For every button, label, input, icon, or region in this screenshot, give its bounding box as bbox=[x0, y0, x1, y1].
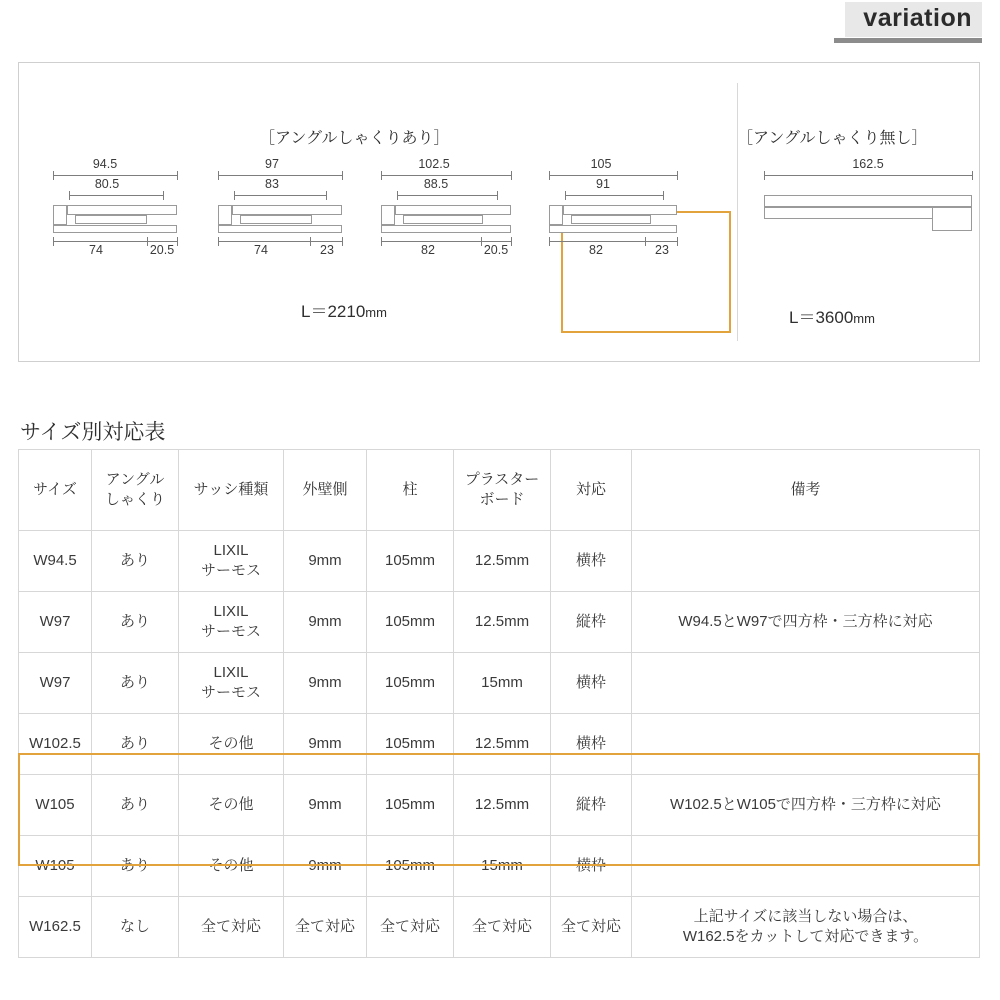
cell-taiou: 全て対応 bbox=[551, 897, 632, 958]
dim-tick bbox=[53, 171, 54, 180]
dim-tick bbox=[326, 191, 327, 200]
dim-tick bbox=[663, 191, 664, 200]
dim-line-bottom bbox=[53, 241, 177, 242]
cell-plaster: 15mm bbox=[454, 836, 551, 897]
dim-line-inner bbox=[397, 195, 497, 196]
dim-tick bbox=[677, 171, 678, 180]
cell-taiou: 縦枠 bbox=[551, 592, 632, 653]
cell-plaster: 12.5mm bbox=[454, 714, 551, 775]
table-title: サイズ別対応表 bbox=[20, 421, 166, 444]
cell-angle: なし bbox=[92, 897, 179, 958]
table-header bbox=[19, 450, 980, 531]
cell-size: W94.5 bbox=[19, 531, 92, 592]
dim-line-inner bbox=[69, 195, 163, 196]
dim-tick bbox=[549, 237, 550, 246]
table-row bbox=[19, 653, 980, 714]
dim-line-outer bbox=[764, 175, 972, 176]
column-header-angle-line1: アングル bbox=[105, 470, 165, 488]
cell-wall: 9mm bbox=[284, 653, 367, 714]
cell-plaster: 12.5mm bbox=[454, 531, 551, 592]
cell-plaster: 12.5mm bbox=[454, 775, 551, 836]
dim-line-inner bbox=[234, 195, 326, 196]
cell-bikou bbox=[632, 531, 980, 592]
dim-top-outer: 162.5 bbox=[852, 157, 884, 171]
cell-plaster: 15mm bbox=[454, 653, 551, 714]
length-label-2210: L＝2210mm bbox=[301, 302, 387, 321]
column-header-pillar: 柱 bbox=[367, 450, 454, 531]
length-label-3600: L＝3600mm bbox=[789, 308, 875, 327]
cell-wall: 全て対応 bbox=[284, 897, 367, 958]
column-header-angle bbox=[92, 450, 179, 531]
dim-top-outer: 94.5 bbox=[92, 157, 118, 171]
cell-taiou: 縦枠 bbox=[551, 775, 632, 836]
cell-bikou-line2: W162.5をカットして対応できます。 bbox=[682, 928, 929, 945]
column-header-sash: サッシ種類 bbox=[179, 450, 284, 531]
dim-tick bbox=[549, 171, 550, 180]
dim-bottom-left: 74 bbox=[89, 243, 103, 257]
dim-bottom-left: 82 bbox=[421, 243, 435, 257]
cell-sash: その他 bbox=[179, 836, 284, 897]
column-header-taiou: 対応 bbox=[551, 450, 632, 531]
dim-bottom-right: 20.5 bbox=[149, 243, 175, 257]
dim-line-outer bbox=[381, 175, 511, 176]
cell-bikou-line1: 上記サイズに該当しない場合は、 bbox=[693, 907, 918, 925]
dim-bottom-left: 82 bbox=[589, 243, 603, 257]
profile-diagram-4 bbox=[531, 157, 687, 277]
cell-size: W162.5 bbox=[19, 897, 92, 958]
dim-tick bbox=[177, 171, 178, 180]
cell-taiou: 横枠 bbox=[551, 653, 632, 714]
dim-tick bbox=[234, 191, 235, 200]
cell-bikou: W102.5とW105で四方枠・三方枠に対応 bbox=[632, 775, 980, 836]
dim-line-outer bbox=[549, 175, 677, 176]
dim-top-outer: 97 bbox=[265, 157, 279, 171]
cell-sash: 全て対応 bbox=[179, 897, 284, 958]
cell-sash-line1: LIXIL bbox=[213, 541, 249, 559]
column-header-bikou: 備考 bbox=[632, 450, 980, 531]
cell-pillar: 105mm bbox=[367, 592, 454, 653]
cell-bikou bbox=[632, 836, 980, 897]
dim-top-outer: 102.5 bbox=[418, 157, 450, 171]
cell-bikou: W94.5とW97で四方枠・三方枠に対応 bbox=[632, 592, 980, 653]
cell-wall: 9mm bbox=[284, 836, 367, 897]
cell-pillar: 105mm bbox=[367, 775, 454, 836]
dim-tick bbox=[511, 171, 512, 180]
dim-tick bbox=[381, 171, 382, 180]
table-row bbox=[19, 531, 980, 592]
cell-wall: 9mm bbox=[284, 592, 367, 653]
cell-taiou: 横枠 bbox=[551, 531, 632, 592]
cell-sash bbox=[179, 531, 284, 592]
profile-diagram-2 bbox=[204, 157, 360, 277]
group-label-with-angle: ［アングルしゃくりあり］ bbox=[259, 130, 450, 147]
profile-diagram-3 bbox=[367, 157, 523, 277]
cell-pillar: 105mm bbox=[367, 836, 454, 897]
dim-tick bbox=[53, 237, 54, 246]
cell-size: W102.5 bbox=[19, 714, 92, 775]
cell-pillar: 105mm bbox=[367, 653, 454, 714]
page-header bbox=[0, 0, 1000, 46]
cell-wall: 9mm bbox=[284, 531, 367, 592]
cell-sash-line1: LIXIL bbox=[213, 602, 249, 620]
dim-top-outer: 105 bbox=[590, 157, 612, 171]
dim-tick bbox=[163, 191, 164, 200]
cell-size: W97 bbox=[19, 653, 92, 714]
page-title: variation bbox=[845, 2, 982, 37]
group-label-without-angle: ［アングルしゃくり無し］ bbox=[737, 130, 928, 147]
dim-tick bbox=[972, 171, 973, 180]
dim-line-outer bbox=[53, 175, 177, 176]
table-row bbox=[19, 897, 980, 958]
column-header-plaster-line2: ボード bbox=[479, 491, 525, 508]
dim-top-inner: 83 bbox=[265, 177, 279, 191]
dim-bottom-right: 23 bbox=[320, 243, 334, 257]
dim-tick bbox=[565, 191, 566, 200]
cell-sash-line1: LIXIL bbox=[213, 663, 249, 681]
dim-line-bottom bbox=[549, 241, 677, 242]
cell-plaster: 12.5mm bbox=[454, 592, 551, 653]
size-compatibility-table bbox=[18, 449, 980, 958]
cell-size: W97 bbox=[19, 592, 92, 653]
cell-angle: あり bbox=[92, 592, 179, 653]
cell-sash-line2: サーモス bbox=[200, 623, 261, 640]
cell-angle: あり bbox=[92, 531, 179, 592]
dim-bottom-right: 23 bbox=[655, 243, 669, 257]
dim-bottom-left: 74 bbox=[254, 243, 268, 257]
cell-sash bbox=[179, 653, 284, 714]
table-body bbox=[19, 531, 980, 958]
column-header-size: サイズ bbox=[19, 450, 92, 531]
column-header-plaster bbox=[454, 450, 551, 531]
cell-taiou: 横枠 bbox=[551, 714, 632, 775]
cell-wall: 9mm bbox=[284, 775, 367, 836]
table-header-row bbox=[19, 450, 980, 531]
dim-tick bbox=[218, 237, 219, 246]
table-row-highlighted bbox=[19, 836, 980, 897]
cell-pillar: 105mm bbox=[367, 714, 454, 775]
table-row bbox=[19, 592, 980, 653]
cell-sash bbox=[179, 592, 284, 653]
dim-line-bottom bbox=[381, 241, 511, 242]
cell-size: W105 bbox=[19, 836, 92, 897]
cell-bikou bbox=[632, 897, 980, 958]
cell-sash-line2: サーモス bbox=[200, 684, 261, 701]
title-underline-bar bbox=[834, 38, 982, 43]
dim-top-inner: 80.5 bbox=[94, 177, 120, 191]
cell-angle: あり bbox=[92, 836, 179, 897]
profile-diagram-1 bbox=[39, 157, 195, 277]
table-row-highlighted bbox=[19, 775, 980, 836]
dim-line-bottom bbox=[218, 241, 342, 242]
dim-tick bbox=[764, 171, 765, 180]
dim-bottom-right: 20.5 bbox=[483, 243, 509, 257]
cell-sash: その他 bbox=[179, 775, 284, 836]
dim-tick bbox=[218, 171, 219, 180]
table-row bbox=[19, 714, 980, 775]
cell-bikou bbox=[632, 714, 980, 775]
dim-tick bbox=[397, 191, 398, 200]
profile-diagram-wide bbox=[754, 157, 984, 277]
variation-panel bbox=[18, 62, 980, 362]
cell-angle: あり bbox=[92, 714, 179, 775]
dim-tick bbox=[381, 237, 382, 246]
dim-line-outer bbox=[218, 175, 342, 176]
dim-tick bbox=[497, 191, 498, 200]
dim-top-inner: 88.5 bbox=[423, 177, 449, 191]
cell-sash: その他 bbox=[179, 714, 284, 775]
column-header-angle-line2: しゃくり bbox=[104, 491, 165, 508]
cell-bikou bbox=[632, 653, 980, 714]
dim-top-inner: 91 bbox=[596, 177, 610, 191]
cell-wall: 9mm bbox=[284, 714, 367, 775]
cell-size: W105 bbox=[19, 775, 92, 836]
cell-sash-line2: サーモス bbox=[200, 562, 261, 579]
cell-angle: あり bbox=[92, 653, 179, 714]
cell-taiou: 横枠 bbox=[551, 836, 632, 897]
cell-pillar: 105mm bbox=[367, 531, 454, 592]
dim-tick bbox=[342, 171, 343, 180]
dim-line-inner bbox=[565, 195, 663, 196]
cell-plaster: 全て対応 bbox=[454, 897, 551, 958]
column-header-wall: 外壁側 bbox=[284, 450, 367, 531]
cell-pillar: 全て対応 bbox=[367, 897, 454, 958]
cell-angle: あり bbox=[92, 775, 179, 836]
column-header-plaster-line1: プラスター bbox=[464, 470, 540, 488]
dim-tick bbox=[69, 191, 70, 200]
panel-divider bbox=[737, 83, 738, 341]
